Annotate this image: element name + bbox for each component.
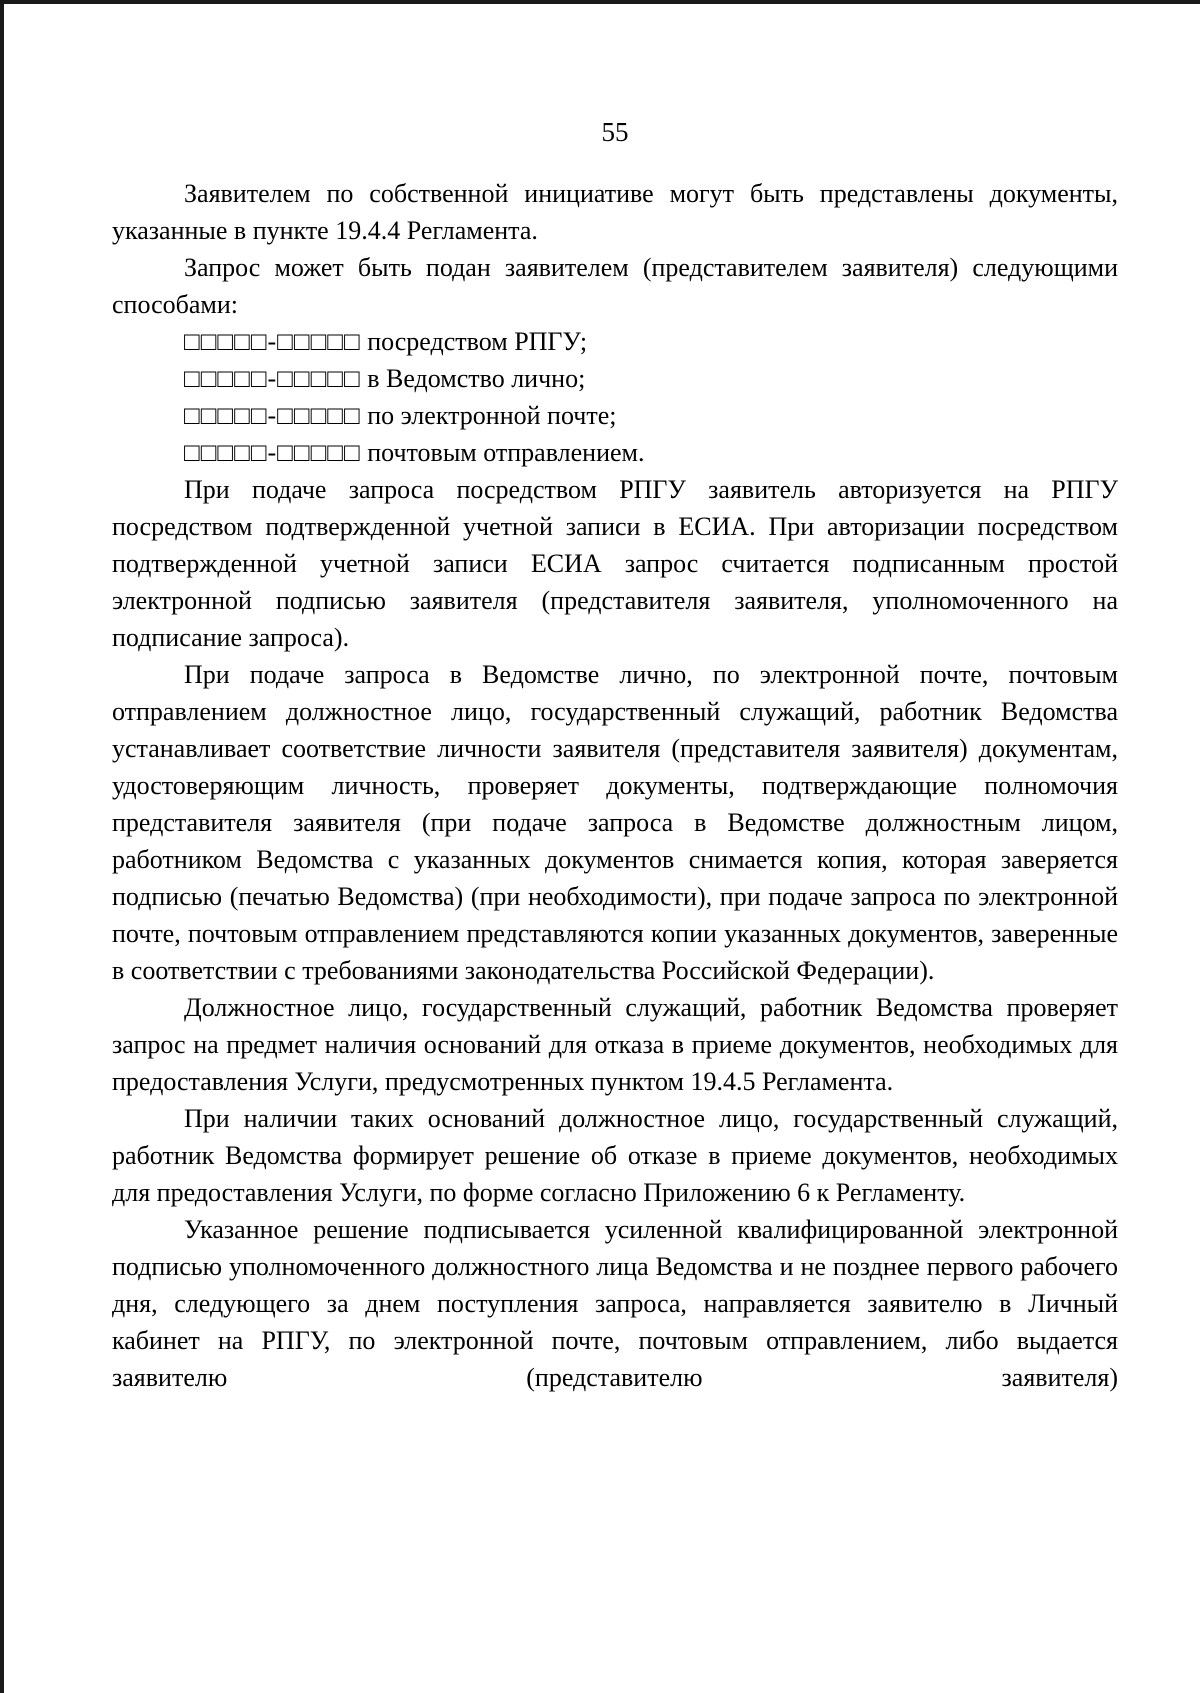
paragraph-refusal-decision: При наличии таких оснований должностное лицо, государственный служащий, работник Ведомства формирует решение об отказе в приеме документов, необходимых для предоставления Услуги, по форме согласно Приложению 6 к Регламенту. [112,1104,1118,1207]
scan-edge-left [0,0,4,1693]
scan-edge-top [0,0,1200,4]
paragraph-submission-methods: Запрос может быть подан заявителем (представителем заявителя) следующими способами: [112,253,1118,319]
paragraph-identity-verification: При подаче запроса в Ведомстве лично, по электронной почте, почтовым отправлением должностное лицо, государственный служащий, работник Ведомства устанавливает соответствие личности заявителя (представителя заявителя) документам, удостоверяющим личность, проверяет документы, подтверждающие полномочия представителя заявителя (при подаче запроса в Ведомстве должностным лицом, работником Ведомства с указанных документов снимается копия, которая заверяется подписью (печатью Ведомства) (при необходимости), при подаче запроса по электронной почте, почтовым отправлением представляются копии указанных документов, заверенные в соответствии с требованиями законодательства Российской Федерации). [112,660,1118,985]
paragraph-own-initiative: Заявителем по собственной инициативе могут быть представлены документы, указанные в пункте 19.4.4 Регламента. [112,179,1118,245]
list-item-text: по электронной почте; [367,401,617,430]
list-item-email [112,397,1118,434]
page-number: 55 [601,117,629,147]
list-marker: □□□□□-□□□□□ [184,438,361,467]
list-item-text: почтовым отправлением. [367,438,645,467]
list-item-text: посредством РПГУ; [367,327,588,356]
paragraph-decision-signing: Указанное решение подписывается усиленной квалифицированной электронной подписью уполномоченного должностного лица Ведомства и не позднее первого рабочего дня, следующего за днем поступления запроса, направляется заявителю в Личный кабинет на РПГУ, по электронной почте, почтовым отправлением, либо выдается заявителю (представителю заявителя) [112,1215,1118,1392]
paragraph-request-check: Должностное лицо, государственный служащий, работник Ведомства проверяет запрос на предмет наличия оснований для отказа в приеме документов, необходимых для предоставления Услуги, предусмотренных пунктом 19.4.5 Регламента. [112,993,1118,1096]
list-marker: □□□□□-□□□□□ [184,401,361,430]
list-marker: □□□□□-□□□□□ [184,364,361,393]
list-item-in-person [112,360,1118,397]
document-body [112,175,1118,1396]
list-item-text: в Ведомство лично; [367,364,586,393]
list-marker: □□□□□-□□□□□ [184,327,361,356]
paragraph-rpgu-authorization: При подаче запроса посредством РПГУ заявитель авторизуется на РПГУ посредством подтвержденной учетной записи в ЕСИА. При авторизации посредством подтвержденной учетной записи ЕСИА запрос считается подписанным простой электронной подписью заявителя (представителя заявителя, уполномоченного на подписание запроса). [112,475,1118,652]
list-item-rpgu [112,323,1118,360]
list-item-post [112,434,1118,471]
